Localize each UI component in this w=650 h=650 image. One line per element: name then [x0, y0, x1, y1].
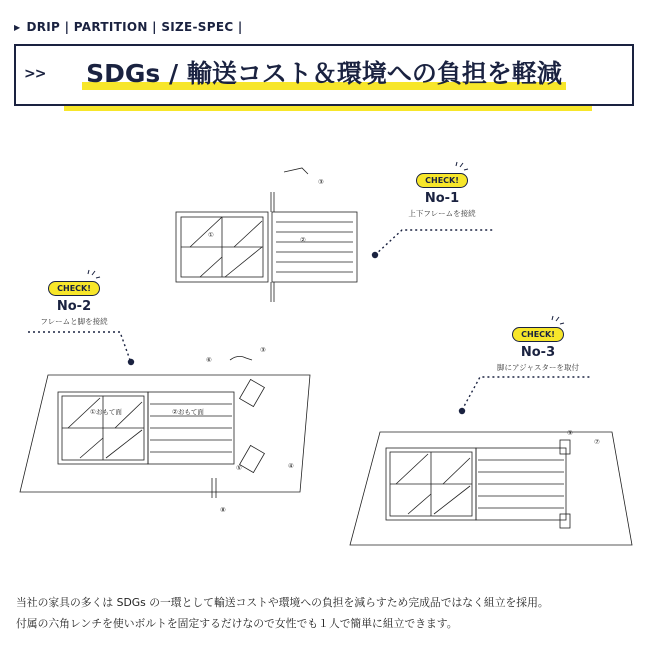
diagram-no1: [176, 168, 357, 302]
part-label: ⑤: [236, 464, 242, 472]
leader-dot: [128, 359, 134, 365]
check-badge: CHECK!: [416, 173, 468, 188]
diagram-no3: [350, 432, 632, 545]
breadcrumb-text: DRIP | PARTITION | SIZE-SPEC |: [26, 20, 243, 34]
part-label: ①: [208, 231, 214, 239]
part-label: ③: [567, 429, 573, 437]
step-subtitle: 脚にアジャスターを取付: [496, 363, 580, 372]
sparkle-icon: [88, 162, 564, 324]
description-line: 当社の家具の多くは SDGs の一環として輸送コストや環境への負担を減らすため完成品ではなく組立を採用。: [16, 596, 549, 609]
check-badge: CHECK!: [48, 281, 100, 296]
diagram-no2: [20, 356, 310, 498]
part-label: ⑦: [594, 438, 600, 446]
part-label: ②おもて面: [172, 408, 204, 416]
banner-title: SDGs / 輸送コスト＆環境への負担を軽減: [82, 54, 566, 90]
step-subtitle: フレームと脚を接続: [40, 317, 108, 326]
leader-dot: [372, 252, 378, 258]
part-label: ③: [318, 178, 324, 186]
step-title: No-3: [520, 345, 556, 360]
step-title: No-1: [424, 191, 460, 206]
part-label: ⑥: [206, 356, 212, 364]
triangle-bullet-icon: ▶: [14, 23, 21, 32]
check-badge: CHECK!: [512, 327, 564, 342]
step-subtitle: 上下フレームを接続: [408, 209, 476, 218]
step-title: No-2: [56, 299, 92, 314]
part-label: ②: [300, 236, 306, 244]
part-label: ①おもて面: [90, 408, 122, 416]
part-label: ⑧: [220, 506, 226, 514]
part-label: ③: [260, 346, 266, 354]
part-label: ④: [288, 462, 294, 470]
leader-dot: [459, 408, 465, 414]
double-chevron-icon: >>: [24, 66, 46, 82]
description: [16, 592, 636, 634]
description-line: 付属の六角レンチを使いボルトを固定するだけなので女性でも１人で簡単に組立できます。: [16, 617, 458, 630]
